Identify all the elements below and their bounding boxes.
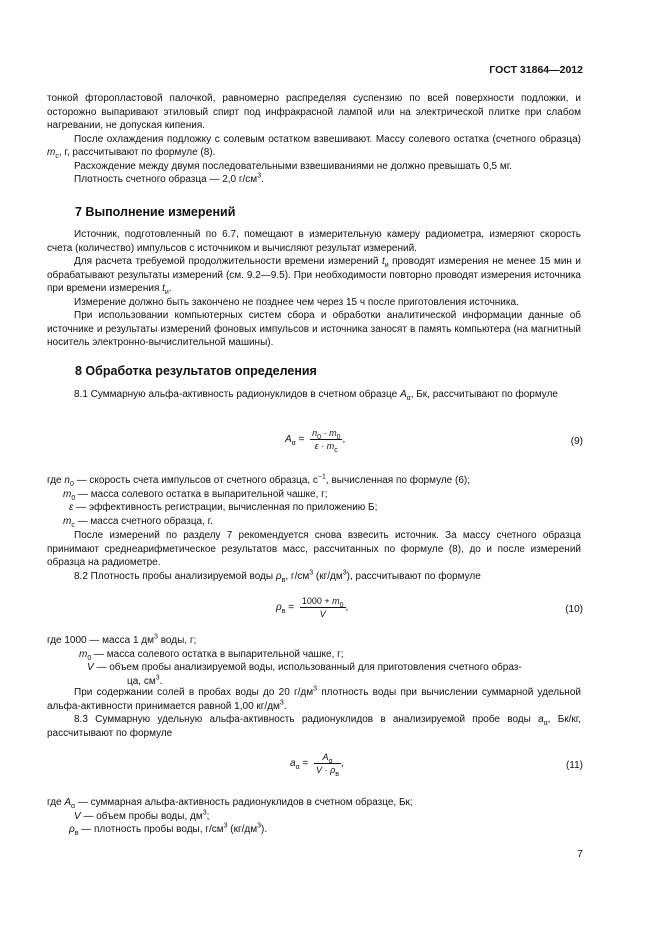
paragraph: Расхождение между двумя последовательными взвешиваниями не должно превышать 0,5 мг. — [74, 160, 512, 172]
paragraph: тонкой фторопластовой палочкой, равномерно распределяя суспензию по всей поверхности подложки, и осторожно выпаривают этиловый спирт под инфракрасной лампой или на электрической плитке при слабом нагревании, не допуская кипения. — [47, 93, 581, 131]
definition-item: ца, $см^3$. — [127, 674, 163, 687]
paragraph: Источник, подготовленный по 6.7, помещают в измерительную камеру радиометра, измеряют скорость счета (количество) импульсов с источником и вычисляют результат измерений. — [47, 229, 581, 254]
definition-item: V — объем пробы воды, $дм^3$; — [74, 809, 210, 822]
formula-10: $\rho_в$ = $\frac{1000 + m_0}{V}$ , — [276, 596, 349, 619]
formula-9-number: (9) — [570, 436, 583, 447]
definition-item: где 1000 — масса 1 $дм^3$ воды, г; — [47, 633, 197, 646]
formula-11-definitions — [47, 796, 587, 837]
section-7-text — [47, 228, 581, 350]
document-code: ГОСТ 31864—2012 — [489, 64, 583, 76]
paragraph: После измерений по разделу 7 рекомендуется снова взвесить источник. За массу счетного образца принимают среднеарифметическое результатов масс, рассчитанных по формуле (8), до и после измерений образца на радиометре. — [47, 530, 581, 568]
definition-item: ε — эффективность регистрации, вычисленная по приложению Б; — [69, 502, 378, 513]
definition-item: $m_0$ — масса солевого остатка в выпарительной чашке, г; — [63, 488, 328, 502]
paragraph: При использовании компьютерных систем сбора и обработки аналитической информации данные об источнике и результаты измерений фоновых импульсов и источника заносят в память компьютера (на магнитный носитель электронно-вычислительной машины). — [47, 310, 581, 348]
definition-item: $m_0$ — масса солевого остатка в выпарительной чашке, г; — [79, 648, 344, 662]
definition-item: V — объем пробы анализируемой воды, использованный для приготовления счетного образ- — [87, 662, 522, 673]
definition-item: $\rho_в$ — плотность пробы воды, $г/см^3$ $(кг/дм^3)$. — [69, 822, 268, 837]
definition-item: где $n_0$ — скорость счета импульсов от счетного образца, $с^{-1}$, вычисленная по формуле (6); — [47, 473, 471, 488]
paragraph: Для расчета требуемой продолжительности времени измерений $t_и$ проводят измерения не менее 15 мин и обрабатывают результаты измерений (см. 9.2—9.5). При необходимости повторно проводят измерения источника при времени измерения $t_и$. — [47, 256, 581, 296]
paragraph: Плотность счетного образца — 2,0 $г/см^3$. — [74, 172, 264, 185]
section-8-1-text — [47, 388, 581, 402]
paragraph: Измерение должно быть закончено не позднее чем через 15 ч после приготовления источника. — [74, 296, 519, 308]
definition-item: $m_с$ — масса счетного образца, г. — [63, 515, 213, 529]
paragraph: При содержании солей в пробах воды до 20 $г/дм^3$ плотность воды при вычислении суммарной удельной альфа-активности принимается равной 1,00 $кг/дм^3$. — [47, 685, 581, 712]
paragraph: После охлаждения подложку с солевым остатком взвешивают. Массу солевого остатка (счетного образца) $m_с$, г, рассчитывают по формуле (8). — [47, 133, 581, 160]
formula-9: $A_\alpha$ = $\frac{n_0 \cdot m_0}{\varepsilon \cdot m_с}$ , — [285, 428, 346, 454]
formula-9-definitions — [47, 474, 587, 528]
section-7-title: 7 Выполнение измерений — [75, 205, 236, 219]
page-number: 7 — [577, 848, 583, 860]
formula-11: $a_\alpha$ = $\frac{A_\alpha}{V \cdot \rho_в}$ , — [290, 752, 344, 778]
section-8-1-after — [47, 529, 581, 583]
formula-10-definitions — [47, 634, 587, 688]
formula-10-number: (10) — [565, 604, 583, 615]
paragraph: 8.2 Плотность пробы анализируемой воды $\rho_в$, $г/см^3$ $(кг/дм^3)$, рассчитывают по формуле — [74, 569, 481, 584]
section-8-title: 8 Обработка результатов определения — [75, 364, 317, 378]
definition-item: где $A_\alpha$ — суммарная альфа-активность радионуклидов в счетном образце, Бк; — [47, 797, 413, 810]
paragraph: 8.1 Суммарную альфа-активность радионуклидов в счетном образце $A_\alpha$, Бк, рассчитывают по формуле — [74, 389, 558, 402]
paragraph: 8.3 Суммарную удельную альфа-активность радионуклидов в анализируемой пробе воды $a_\alpha$, Бк/кг, рассчитывают по формуле — [47, 714, 581, 739]
section-8-3-text — [47, 686, 581, 740]
formula-11-number: (11) — [565, 760, 583, 771]
top-text-block — [47, 92, 581, 187]
